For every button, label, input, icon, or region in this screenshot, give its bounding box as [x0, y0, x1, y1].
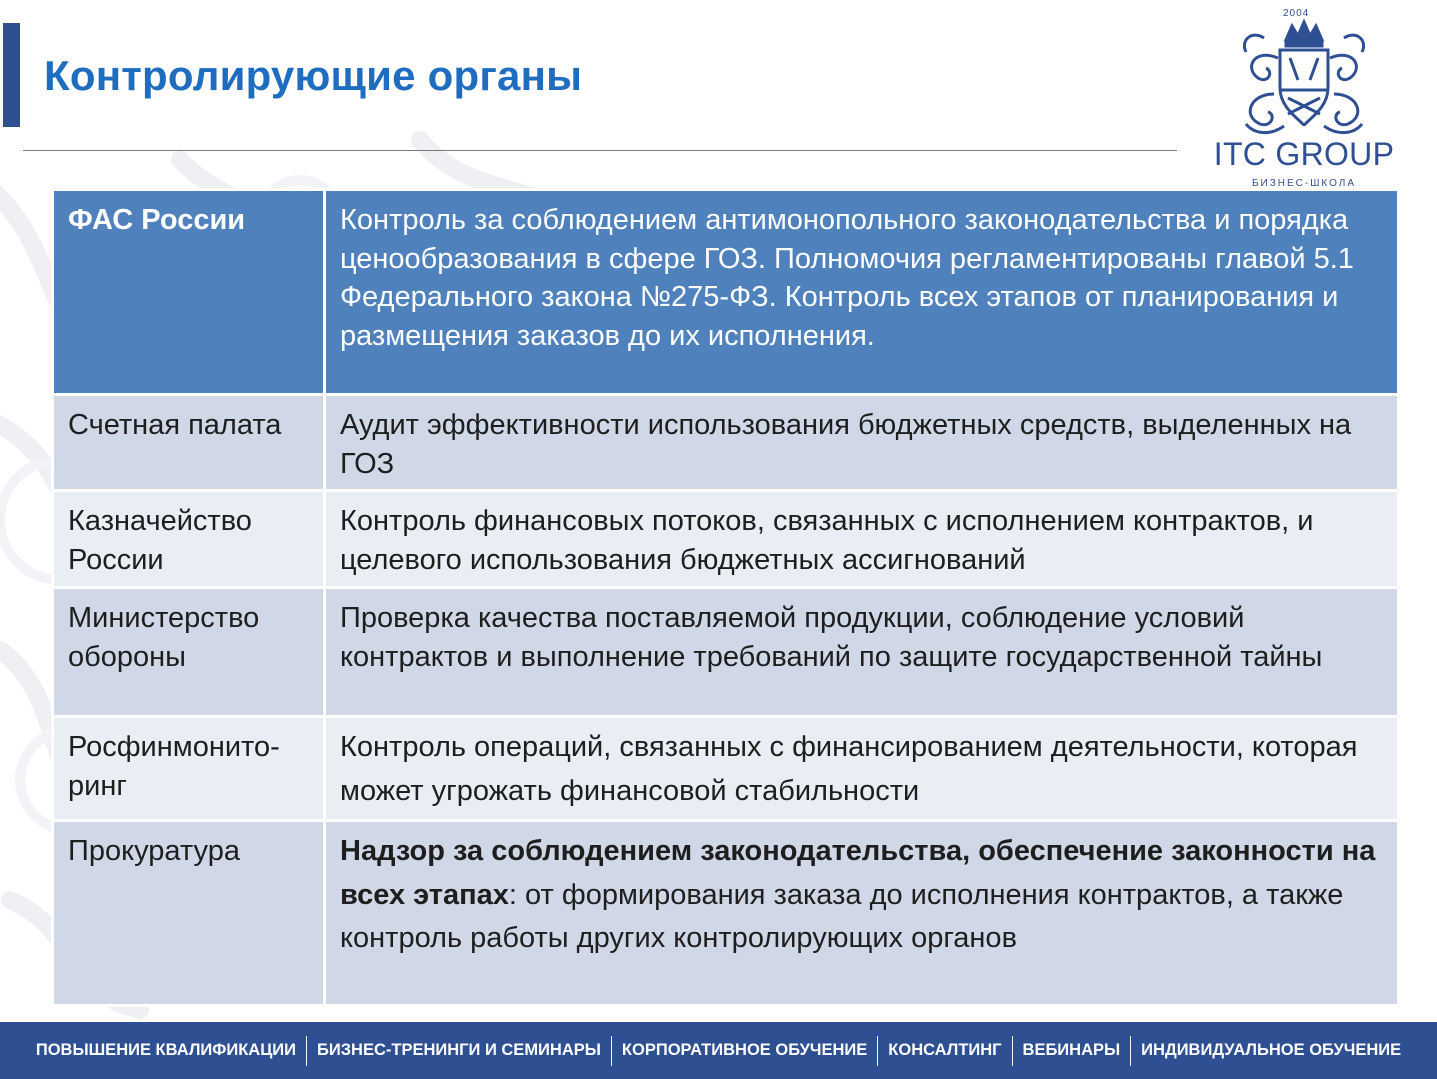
footer-item-trainings[interactable]: БИЗНЕС-ТРЕНИНГИ И СЕМИНАРЫ — [316, 1041, 601, 1059]
org-description-bold: Надзор за соблюдением законодательства, обеспечение законности на всех этапах — [340, 835, 1376, 911]
control-bodies-table — [51, 188, 1400, 1007]
itc-group-logo — [1198, 8, 1410, 190]
org-description: Контроль операций, связанных с финансированием деятельности, которая может угрожать финансовой стабильности — [325, 717, 1399, 821]
page-title: Контролирующие органы — [44, 52, 583, 99]
org-description: Проверка качества поставляемой продукции, соблюдение условий контрактов и выполнение требований по защите государственной тайны — [325, 588, 1399, 717]
org-name: Прокуратура — [53, 821, 325, 1006]
logo-year: 2004 — [1283, 8, 1310, 19]
org-name: ФАС России — [53, 190, 325, 395]
org-description — [325, 821, 1399, 1006]
org-description: Аудит эффективности использования бюджетных средств, выделенных на ГОЗ — [325, 395, 1399, 491]
title-divider — [23, 150, 1177, 151]
org-name: Счетная палата — [53, 395, 325, 491]
table-row — [53, 821, 1399, 1006]
table-row — [53, 190, 1399, 395]
org-description: Контроль финансовых потоков, связанных с исполнением контрактов, и целевого использования бюджетных ассигнований — [325, 491, 1399, 588]
footer-item-qualification[interactable]: ПОВЫШЕНИЕ КВАЛИФИКАЦИИ — [35, 1041, 296, 1059]
table-row — [53, 588, 1399, 717]
footer-item-corporate[interactable]: КОРПОРАТИВНОЕ ОБУЧЕНИЕ — [621, 1041, 868, 1059]
table-row — [53, 491, 1399, 588]
crest-emblem-icon — [1234, 18, 1374, 142]
org-name: Министерство обороны — [53, 588, 325, 717]
org-description-rest: : от формирования заказа до исполнения контрактов, а также контроль работы других контролирующих органов — [340, 878, 1344, 954]
footer-item-consulting[interactable]: КОНСАЛТИНГ — [888, 1041, 1002, 1059]
footer-item-webinars[interactable]: ВЕБИНАРЫ — [1022, 1041, 1121, 1059]
title-accent-bar — [3, 23, 20, 127]
org-name: Казначейство России — [53, 491, 325, 588]
org-name: Росфинмонито-ринг — [53, 717, 325, 821]
footer-item-individual[interactable]: ИНДИВИДУАЛЬНОЕ ОБУЧЕНИЕ — [1141, 1041, 1402, 1059]
logo-subtitle: БИЗНЕС-ШКОЛА — [1251, 178, 1356, 189]
logo-name: ITC GROUP — [1213, 136, 1395, 172]
footer-nav — [0, 1022, 1437, 1079]
table-row — [53, 717, 1399, 821]
table-row — [53, 395, 1399, 491]
org-description: Контроль за соблюдением антимонопольного законодательства и порядка ценообразования в сфере ГОЗ. Полномочия регламентированы главой 5.1 Федерального закона №275-ФЗ. Контроль всех этапов от планирования и размещения заказов до их исполнения. — [325, 190, 1399, 395]
